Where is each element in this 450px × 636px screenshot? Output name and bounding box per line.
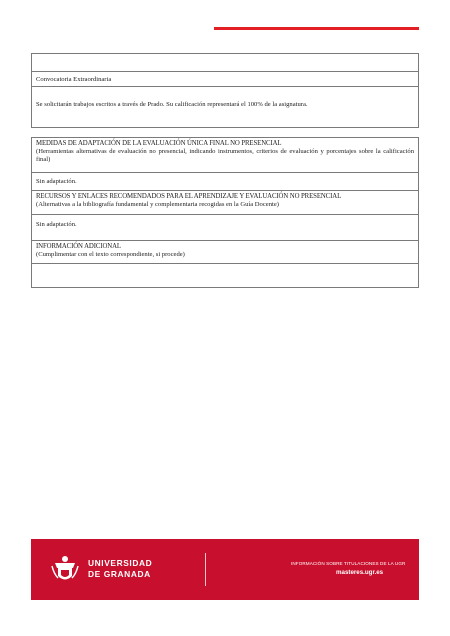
info-text: INFORMACIÓN SOBRE TITULACIONES DE LA UGR (291, 561, 406, 566)
university-name-line2: DE GRANADA (88, 569, 151, 579)
university-name-line1: UNIVERSIDAD (88, 558, 153, 568)
recursos-value: Sin adaptación. (32, 214, 418, 240)
recursos-header-cell (32, 190, 418, 214)
footer-divider (205, 553, 206, 586)
recursos-title: RECURSOS Y ENLACES RECOMENDADOS PARA EL APRENDIZAJE Y EVALUACIÓN NO PRESENCIAL (36, 193, 342, 200)
university-seal-icon (51, 554, 79, 584)
info-subtitle: (Cumplimentar con el texto correspondiente, si procede) (36, 251, 185, 259)
medidas-subtitle: (Herramientas alternativas de evaluación no presencial, indicando instrumentos, criterios de evaluación y porcentajes sobre la calificación final) (36, 148, 414, 164)
convocatoria-text: Se solicitarán trabajos escritos a través de Prado. Su calificación representará el 100% de la asignatura. (32, 86, 418, 127)
recursos-subtitle: (Alternativas a la bibliografía fundamental y complementaria recogidas en la Guía Docente) (36, 201, 279, 209)
empty-row (32, 54, 418, 71)
adaptation-table (31, 137, 419, 288)
medidas-header-cell (32, 138, 418, 172)
info-header-cell (32, 240, 418, 263)
info-title: INFORMACIÓN ADICIONAL (36, 243, 121, 250)
website-link[interactable]: masteres.ugr.es (336, 569, 384, 576)
top-accent-bar (214, 27, 419, 30)
convocatoria-title: Convocatoria Extraordinaria (32, 71, 418, 86)
medidas-value: Sin adaptación. (32, 172, 418, 190)
footer-banner (31, 539, 419, 600)
info-value (32, 263, 418, 287)
evaluation-table (31, 53, 419, 128)
medidas-title: MEDIDAS DE ADAPTACIÓN DE LA EVALUACIÓN ÚNICA FINAL NO PRESENCIAL (36, 140, 282, 147)
